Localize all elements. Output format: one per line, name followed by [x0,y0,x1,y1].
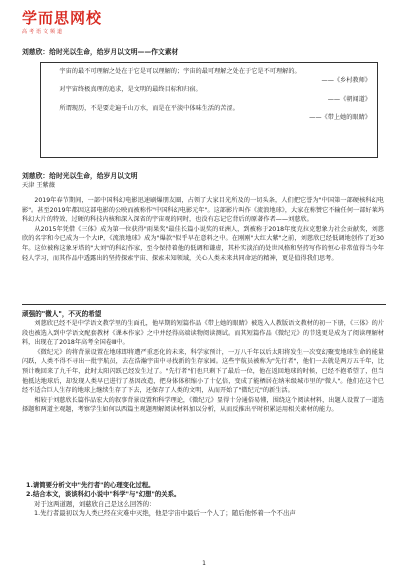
logo-text: 学而思网校 [22,9,103,27]
divider [22,304,386,305]
quote-1: 宇宙的最不可理解之处在于它是可以理解的；宇宙的最可理解之处在于它是不可理解的。 [59,68,301,75]
answer-intro: 对于这两道题，刘慈欣自己是这么回答的： [34,499,156,508]
document-title: 刘慈欣：给时光以生命，给岁月以文明——作文素材 [22,48,179,56]
answer-line-1: 1.先行者最初以为人类已经在灾难中灭绝，他是宇宙中最后一个人了；随后他怀着一个不出声 [34,509,296,518]
quote-2-source: ——《朝闻道》 [327,95,371,103]
quote-1-source: ——《乡村教师》 [321,77,371,85]
question-2: 2.结合本文，谈谈科幻小说中"科学"与"幻想"的关系。 [26,490,181,499]
article-title: 刘慈欣：给时光以生命，给岁月以文明 [22,172,138,180]
section-body [22,319,384,415]
paragraph: 从2015年凭借《三体》成为第一位获得"雨果奖"最佳长篇小说奖的亚洲人，到被称于2018年度克拉克想象力社会贡献奖，刘慈欣的名字和今已成为一个大IP，《流浪地球》成为"爆款"似乎早在意料之中。在刚刚"大红大紫"之前，刘慈欣已经低调地创作了近30年。这位被称这象牙塔的"大刘"的科幻作家，至今保持着他的低调和谦虚，其朴实淡泊的处世风格和坚持写作的恒心非常值得当今年轻人学习，而其作品中透露出的坚持探索宇宙、探索未知领域，关心人类未来共同命运的精神，更是值得我们思考。 [22,225,384,262]
section-title: 顽强的"微人"，不灭的希望 [22,310,102,318]
quote-2: 对宇宙终极真理的追求，是文明的最终目标和归宿。 [59,86,202,94]
quote-box [40,62,378,158]
logo-subtitle: 高考语文频道 [22,29,65,35]
paragraph: 2019年春节期间，一部中国科幻电影迅速刷爆朋友圈，占领了大家目光所及的一切头条，人们把它誉为"中国第一部硬核科幻电影"。甚至2019年都因这部电影的公映而被称作"中国科幻电影元年"。这部影片叫作《流浪地球》，大家在称赞它不输任何一部好莱坞科幻大片的特效、过硬的科技内核和深入深省的宇宙观的同时，也没有忘记它背后的原著作者——刘慈欣。 [22,197,384,224]
article-author: 天津 王紫薇 [22,182,55,189]
quote-3-source: ——《带上她的眼睛》 [309,114,371,122]
questions-block [26,481,386,519]
article-intro [22,196,384,263]
logo [22,10,102,35]
question-1: 1.请简要分析文中"先行者"的心理变化过程。 [26,481,155,489]
quote-3: 所谓现历，不是要走遍千山万水，而是在平淡中体味生活的苦涩。 [59,104,239,112]
paragraph: 相较于刘慈欣长篇作品宏大的叙事背景设置和科学理论，《微纪元》显得十分通俗易懂，围绕这个阅读材料，出题人设置了一道选择题和两道主观题，考察学生如何以西篇主观题理解阅读材料加以分析，从而反推出平时积累运用相关素材的能力。 [22,396,384,414]
paragraph: 刘慈欣已经不是中学语文教学里的生面孔，他早期的短篇作品《带上她的眼睛》被选入人教版语文教材的初一下册，《三体》的片段也被选入到中学语文配套教材《课本作家》之中并经得高端读物阅读测试。而其短篇作品《微纪元》的节选更是成为了阅读理解材料，出现在了2018年高考全国卷Ⅲ中。 [22,320,384,347]
page-number: 1 [202,560,206,567]
paragraph: 《微纪元》的将背景设置在地球即将遭严重恶化的未来，科学家预计，一万八千年以后太阳将发生一次变幻聚变地球生命的能量闪跃，人类不得不寻出一批宇航员，去在浩瀚宇宙中寻找新的生存家园。这些宇航员被称为"先行者"，他们一去就是两万五千年，比预计晚回来了九千年，此时太阳闪跃已经发生过了。"先行者"们也只剩下了最后一位，他在返回地球的时候，已经不抱希望了，但当他抵达地球后，却发现人类早已进行了基因改造，把身体体积缩小了十亿倍，变成了能栖居在纳米级城市里的"微人"。他们在这个已经不适合巨人生存的地球上继续生存了下去，还保存了人类的文明，从而开始了"微纪元"的新生活。 [22,348,384,395]
